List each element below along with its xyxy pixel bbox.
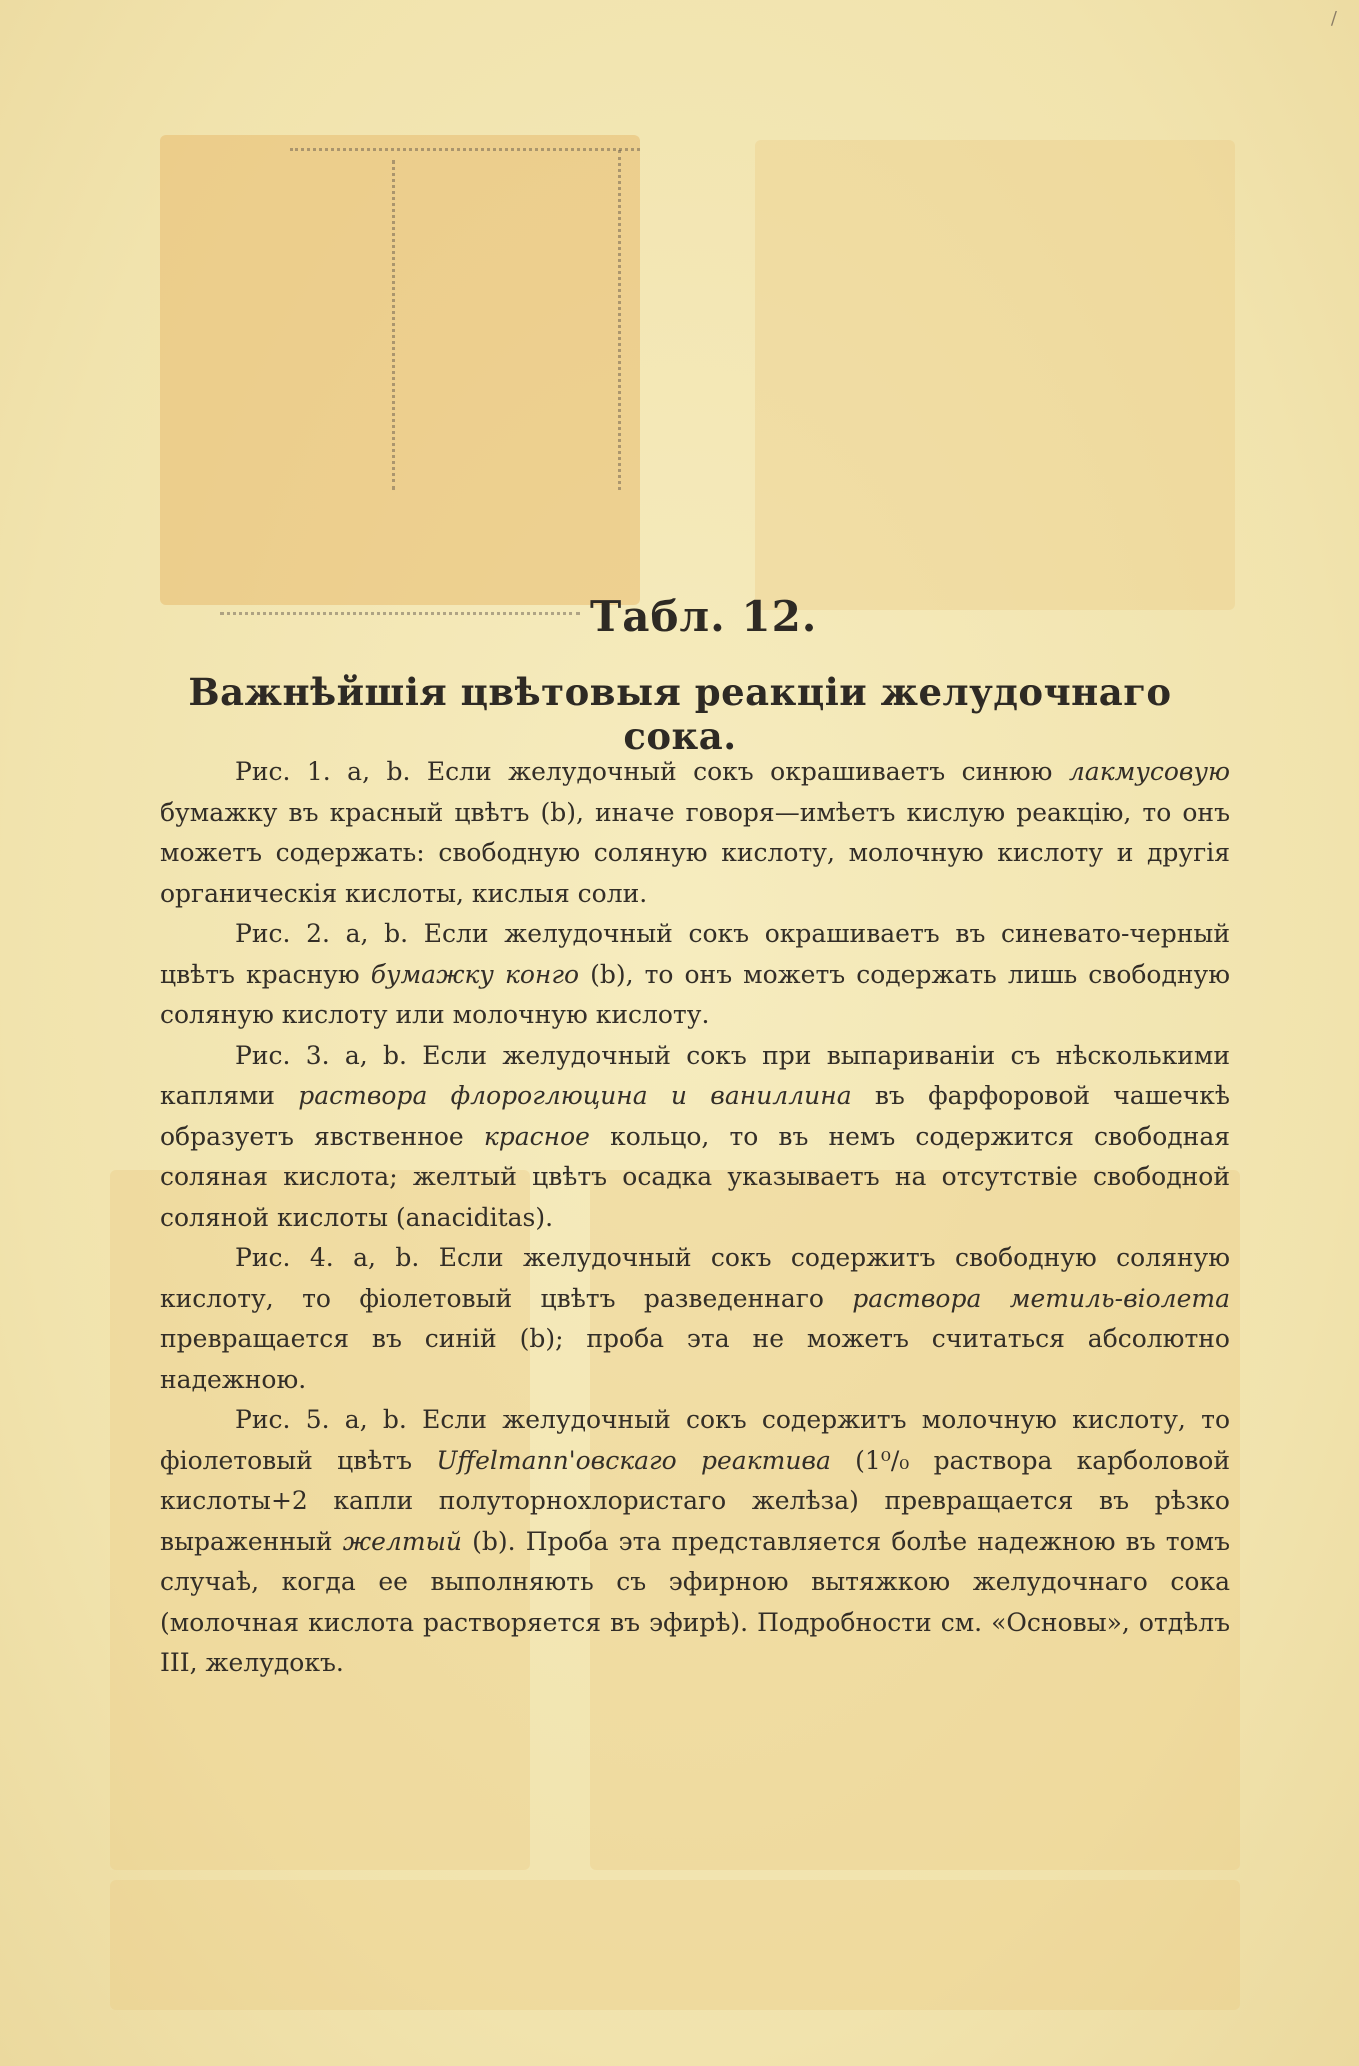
show-through-panel-left <box>160 135 640 605</box>
paragraph-text: (1⁰/₀ раствора карболовой кислоты+2 капли полуторнохлористаго желѣза) превращается въ рѣзко выраженный <box>160 1445 1230 1556</box>
paragraph-text: Рис. 2. a, b. Если желудочный сокъ окрашиваетъ въ синевато-черный цвѣтъ красную <box>160 919 1230 989</box>
show-through-panel-right <box>755 140 1235 610</box>
speck-line-left <box>392 160 399 490</box>
emphasis-text: Uffelmann'овскаго реактива <box>436 1445 831 1475</box>
paragraph-text: превращается въ синій (b); проба эта не можетъ считаться абсолютно надежною. <box>160 1324 1230 1394</box>
plate-number: Табл. 12. <box>590 592 818 641</box>
paragraph-fig-5 <box>160 1400 1230 1684</box>
paragraph-fig-3 <box>160 1036 1230 1239</box>
speck-row-top <box>290 148 640 154</box>
paragraph-text: Рис. 1. a, b. Если желудочный сокъ окрашиваетъ синюю <box>235 757 1069 786</box>
emphasis-text: раствора метиль-віолета <box>852 1283 1231 1313</box>
paragraph-fig-1 <box>160 752 1230 914</box>
paragraph-text: бумажку въ красный цвѣтъ (b), иначе говоря—имѣетъ кислую реакцію, то онъ можетъ содержать: свободную соляную кислоту, молочную кислоту и другія органическія кислоты, кислыя соли. <box>160 797 1230 908</box>
emphasis-text: желтый <box>342 1526 462 1556</box>
paragraph-text: въ фарфоровой чашечкѣ образуетъ явственное <box>160 1081 1230 1151</box>
page-title: Важнѣйшія цвѣтовыя реакціи желудочнаго сока. <box>188 670 1172 758</box>
paragraph-text: Рис. 3. a, b. Если желудочный сокъ при выпариваніи съ нѣсколькими каплями <box>160 1040 1230 1110</box>
paragraph-text: Рис. 5. a, b. Если желудочный сокъ содержитъ молочную кислоту, то фіолетовый цвѣтъ <box>160 1405 1230 1475</box>
paragraph-fig-4 <box>160 1238 1230 1400</box>
emphasis-text: бумажку конго <box>370 959 580 989</box>
corner-mark: / <box>1330 8 1337 29</box>
body-text <box>160 752 1230 1684</box>
speck-line-right <box>618 150 625 490</box>
emphasis-text: красное <box>483 1121 590 1151</box>
paragraph-fig-2 <box>160 914 1230 1036</box>
paragraph-text: Рис. 4. a, b. Если желудочный сокъ содержитъ свободную соляную кислоту, то фіолетовый цвѣтъ разведеннаго <box>160 1243 1230 1313</box>
show-through-panel-bottom <box>110 1880 1240 2010</box>
paragraph-text: кольцо, то въ немъ содержится свободная соляная кислота; желтый цвѣтъ осадка указываетъ на отсутствіе свободной соляной кислоты (anaciditas). <box>160 1121 1230 1232</box>
speck-row-bottom <box>220 612 580 618</box>
paragraph-text: (b). Проба эта представляется болѣе надежною въ томъ случаѣ, когда ее выполняють съ эфирною вытяжкою желудочнаго сока (молочная кислота растворяется въ эфирѣ). Подробности см. «Основы», отдѣлъ III, желудокъ. <box>160 1526 1230 1677</box>
emphasis-text: раствора флороглюцина и ваниллина <box>298 1081 852 1110</box>
emphasis-text: лакмусовую <box>1068 757 1230 786</box>
paragraph-text: (b), то онъ можетъ содержать лишь свободную соляную кислоту или молочную кислоту. <box>160 959 1230 1029</box>
